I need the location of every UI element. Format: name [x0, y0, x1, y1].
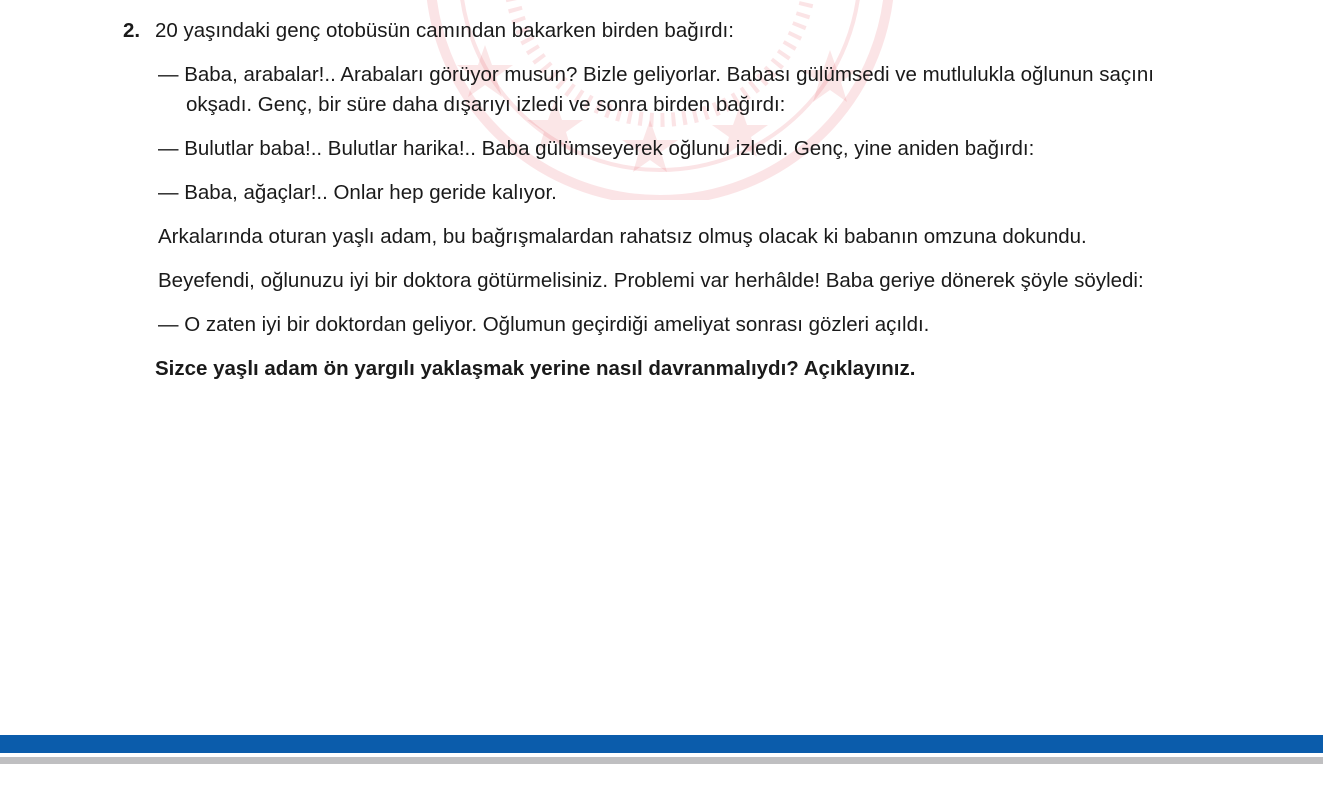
question-intro: 20 yaşındaki genç otobüsün camından bakarken birden bağırdı: — [155, 19, 734, 42]
question-block — [123, 16, 1223, 384]
story-paragraph: — Baba, ağaçlar!.. Onlar hep geride kalıyor. — [158, 181, 557, 204]
story-paragraph: — Baba, arabalar!.. Arabaları görüyor musun? Bizle geliyorlar. Babası gülümsedi ve mutlulukla oğlunun saçını okşadı. Genç, bir süre daha dışarıyı izledi ve sonra birden bağırdı: — [158, 63, 1154, 116]
question-prompt: Sizce yaşlı adam ön yargılı yaklaşmak yerine nasıl davranmalıydı? Açıklayınız. — [155, 357, 916, 380]
story-paragraph: Arkalarında oturan yaşlı adam, bu bağrışmalardan rahatsız olmuş olacak ki babanın omzuna dokundu. — [158, 225, 1087, 248]
story-paragraph: Beyefendi, oğlunuzu iyi bir doktora götürmelisiniz. Problemi var herhâlde! Baba geriye dönerek şöyle söyledi: — [158, 269, 1144, 292]
question-number: 2. — [123, 19, 141, 42]
question-header — [123, 16, 1223, 46]
story-paragraph: — O zaten iyi bir doktordan geliyor. Oğlumun geçirdiği ameliyat sonrası gözleri açıldı. — [158, 313, 930, 336]
footer-blue-bar — [0, 735, 1323, 753]
footer-gray-bar — [0, 757, 1323, 764]
story-paragraph: — Bulutlar baba!.. Bulutlar harika!.. Baba gülümseyerek oğlunu izledi. Genç, yine aniden bağırdı: — [158, 137, 1035, 160]
